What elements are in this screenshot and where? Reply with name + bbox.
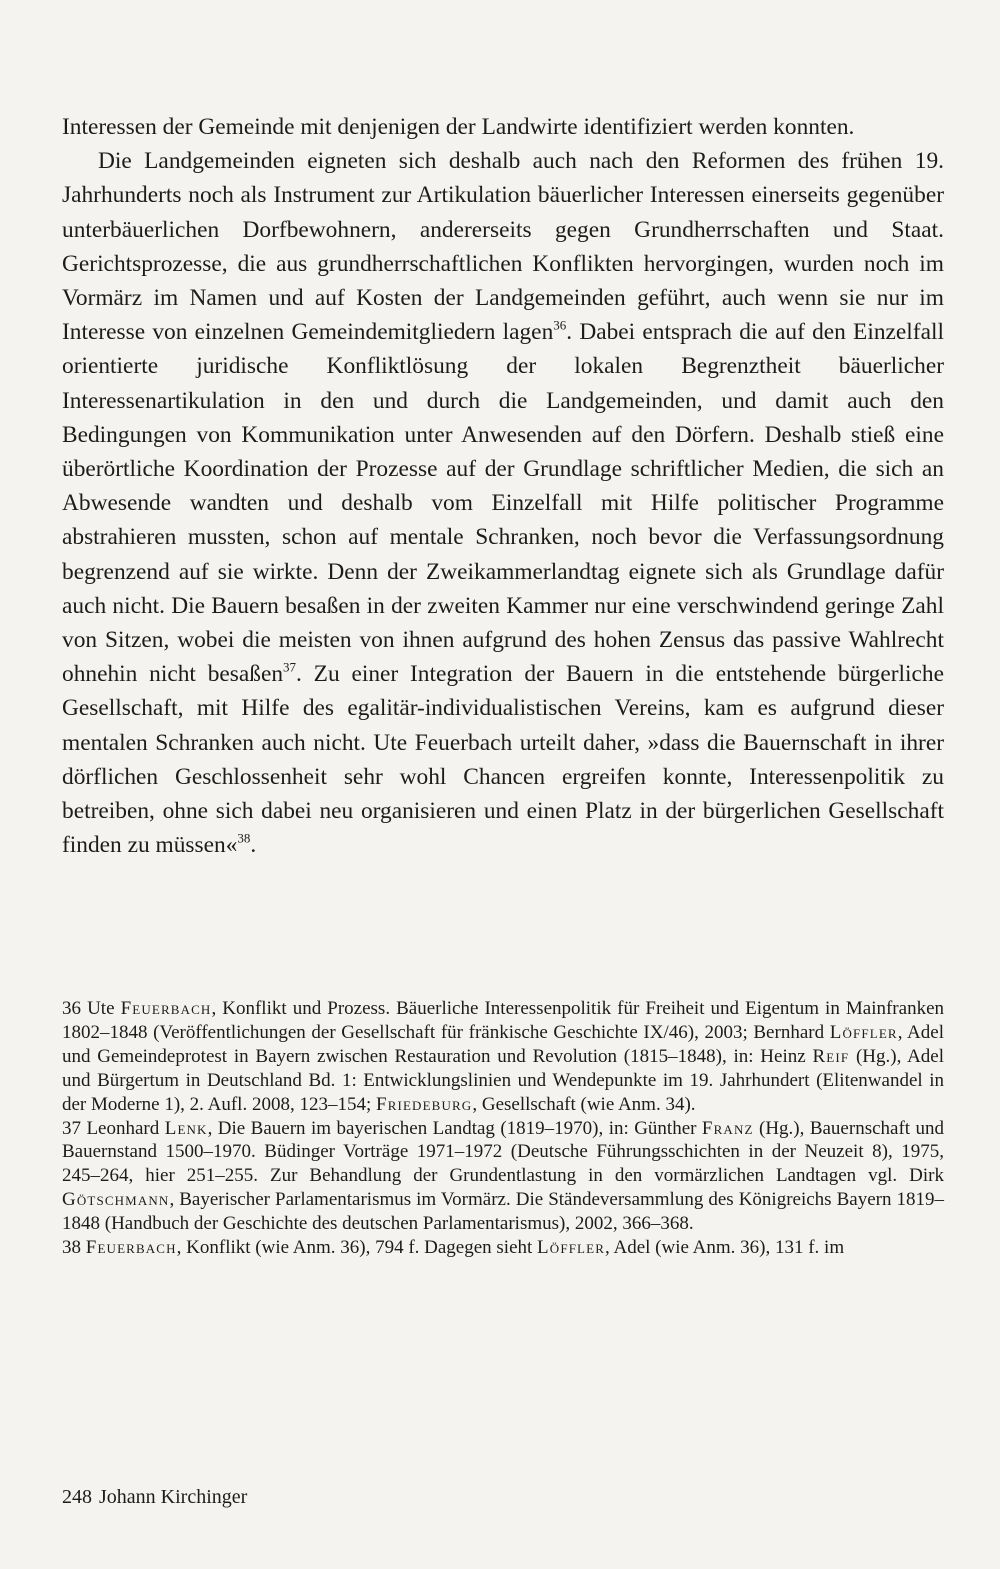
footnote-38: 38 Feuerbach, Konflikt (wie Anm. 36), 794 f. Dagegen sieht Löffler, Adel (wie Anm. 36), 131 f. im (62, 1237, 845, 1259)
paragraph-1: Interessen der Gemeinde mit denjenigen der Landwirte identifiziert werden konnten. (62, 114, 855, 140)
running-author: Johann Kirchinger (99, 1486, 248, 1508)
main-text (62, 110, 944, 862)
footnote-37: 37 Leonhard Lenk, Die Bauern im bayerischen Landtag (1819–1970), in: Günther Franz (Hg.), Bauernschaft und Bauernstand 1500–1970. Büdinger Vorträge 1971–1972 (Deutsche Führungsschichten in der Neuzeit 8), 1975, 245–264, hier 251–255. Zur Behandlung der Grundentlastung in den vormärzlichen Landtagen vgl. Dirk Götschmann, Bayerischer Parlamentarismus im Vormärz. Die Ständeversammlung des Königreichs Bayern 1819–1848 (Handbuch der Geschichte des deutschen Parlamentarismus), 2002, 366–368. (62, 1117, 945, 1235)
footnote-ref-38[interactable]: 38 (237, 830, 251, 846)
footnote-number: 36 (62, 998, 81, 1019)
footnote-36: 36 Ute Feuerbach, Konflikt und Prozess. Bäuerliche Interessenpolitik für Freiheit und Eigentum in Mainfranken 1802–1848 (Veröffentlichungen der Gesellschaft für fränkische Geschichte IX/46), 2003; Bernhard Löffler, Adel und Gemeindeprotest in Bayern zwischen Restauration und Revolution (1815–1848), in: Heinz Reif (Hg.), Adel und Bürgertum in Deutschland Bd. 1: Entwicklungslinien und Wendepunkte im 19. Jahrhundert (Elitenwandel in der Moderne 1), 2. Aufl. 2008, 123–154; Friedeburg, Gesellschaft (wie Anm. 34). (62, 998, 945, 1115)
footnotes (62, 997, 944, 1260)
page-footer (62, 1484, 247, 1510)
footnote-ref-36[interactable]: 36 (553, 317, 567, 333)
paragraph-2: Die Landgemeinden eigneten sich deshalb auch nach den Reformen des frühen 19. Jahrhunderts noch als Instrument zur Artikulation bäuerlicher Interessen einerseits gegenüber unterbäuerlichen Dorfbewohnern, andererseits gegen Grundherrschaften und Staat. Gerichtsprozesse, die aus grundherrschaftlichen Konflikten hervorgingen, wurden noch im Vormärz im Namen und auf Kosten der Landgemeinden geführt, auch wenn sie nur im Interesse von einzelnen Gemeindemitgliedern lagen$^{36}$. Dabei entsprach die auf den Einzelfall orientierte juridische Konfliktlösung der lokalen Begrenztheit bäuerlicher Interessenartikulation in den und durch die Landgemeinden, und damit auch den Bedingungen von Kommunikation unter Anwesenden auf den Dörfern. Deshalb stieß eine überörtliche Koordination der Prozesse auf der Grundlage schriftlicher Medien, die sich an Abwesende wandten und deshalb vom Einzelfall mit Hilfe politischer Programme abstrahieren mussten, schon auf mentale Schranken, noch bevor die Verfassungsordnung begrenzend auf sie wirkte. Denn der Zweikammerlandtag eignete sich als Grundlage dafür auch nicht. Die Bauern besaßen in der zweiten Kammer nur eine verschwindend geringe Zahl von Sitzen, wobei die meisten von ihnen aufgrund des hohen Zensus das passive Wahlrecht ohnehin nicht besaßen$^{37}$. Zu einer Integration der Bauern in die entstehende bürgerliche Gesellschaft, mit Hilfe des egalitär-individualistischen Vereins, kam es aufgrund dieser mentalen Schranken auch nicht. Ute Feuerbach urteilt daher, »dass die Bauernschaft in ihrer dörflichen Geschlossenheit sehr wohl Chancen ergreifen konnte, Interessenpolitik zu betreiben, ohne sich dabei neu organisieren und einen Platz in der bürgerlichen Gesellschaft finden zu müssen«$^{38}$. (62, 148, 944, 859)
footnote-number: 38 (62, 1237, 81, 1259)
page-number: 248 (62, 1486, 92, 1508)
footnote-ref-37[interactable]: 37 (283, 659, 297, 675)
footnote-number: 37 (62, 1117, 81, 1139)
